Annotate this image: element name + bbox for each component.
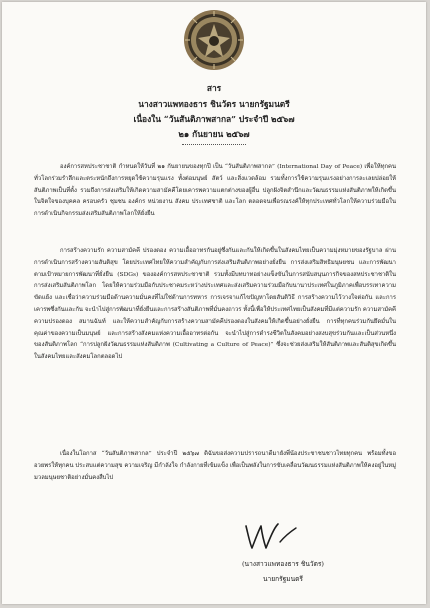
body-paragraph-2: การสร้างความรัก ความสามัคคี ปรองดอง ความเอื้ออาทรกันอยู่ซึ่งกันและกันให้เกิดขึ้นในสังคมไทยเป็นความมุ่งหมายของรัฐบาล ผ่านการดำเนินการสร้างความสันติสุข โดยประเทศไทยให้ความสำคัญกับการส่งเสริมสันติภาพอย่างยั่งยืน การส่งเสริมสิทธิมนุษยชน และการพัฒนาตามเป้าหมายการพัฒนาที่ยั่งยืน (SDGs) ขององค์การสหประชาชาติ รวมทั้งมีบทบาทอย่างแข็งขันในการสนับสนุนภารกิจของสหประชาชาติในการส่งเสริมสันติภาพโลก โดยให้ความร่วมมือกับประชาคมระหว่างประเทศและส่งเสริมความร่วมมือกับนานาประเทศในภูมิภาคเพื่อบรรเทาความขัดแย้ง และเชื่อว่าความร่วมมือด้านความมั่นคงที่ไม่ใช่ด้านการทหาร การเจรจาแก้ไขปัญหาโดยสันติวิธี การสร้างความไว้วางใจต่อกัน และการเคารพซึ่งกันและกัน จะนำไปสู่การพัฒนาที่ยั่งยืนและการสร้างสันติภาพที่มั่นคงถาวร ทั้งนี้เพื่อให้ประเทศไทยเป็นสังคมที่มีแต่ความรัก ความสามัคคี ความปรองดอง สมานฉันท์ และให้ความสำคัญกับการสร้างความสามัคคีปรองดองในสังคมให้เกิดขึ้นอย่างยั่งยืน การที่ทุกคนร่วมกันยึดมั่นในคุณค่าของความเป็นมนุษย์ และการสร้างสังคมแห่งความเอื้ออาทรต่อกัน จะนำไปสู่การดำรงชีวิตในสังคมอย่างสงบสุขร่วมกันและเป็นส่วนหนึ่งของสันติภาพโลก “การปลูกฝังวัฒนธรรมแห่งสันติภาพ (Cultivating a Culture of Peace)” ซึ่งจะช่วยส่งเสริมให้สันติภาพและสันติสุขเกิดขึ้นในสังคมไทยและสังคมโลกตลอดไป [34,248,396,361]
signature-image [240,518,300,552]
body-paragraph-3: เนื่องในโอกาส “วันสันติภาพสากล” ประจำปี ๒๕๖๗ ดิฉันขอส่งความปรารถนาดีมายังพี่น้องประชาชนชาวไทยทุกคน พร้อมทั้งขออวยพรให้ทุกคน ประสบแต่ความสุข ความเจริญ มีกำลังใจ กำลังกายที่เข้มแข็ง เพื่อเป็นพลังในการขับเคลื่อนวัฒนธรรมแห่งสันติภาพให้คงอยู่ในหมู่มวลมนุษยชาติอย่างมั่นคงสืบไป [34,451,397,481]
government-emblem-icon [182,8,246,72]
letter-page [2,2,426,604]
signatory-title: นายกรัฐมนตรี [263,575,303,583]
body-paragraph-1: องค์การสหประชาชาติ กำหนดให้วันที่ ๒๑ กันยายนของทุกปี เป็น “วันสันติภาพสากล” (International Day of Peace) เพื่อให้ทุกคนทั่วโลกร่วมรำลึกและตระหนักถึงการหยุดใช้ความรุนแรง ทั้งต่อมนุษย์ สัตว์ และสิ่งแวดล้อม รวมทั้งการใช้ความรุนแรงอย่างการละเลยปล่อยให้สันติภาพเป็นที่ตั้ง รวมถึงการส่งเสริมให้เกิดความสามัคคีโดยเคารพความแตกต่างของผู้อื่น ปลูกฝังจิตสำนึกและวัฒนธรรมแห่งสันติภาพให้เกิดขึ้นในจิตใจของบุคคล ครอบครัว ชุมชน องค์กร หน่วยงาน สังคม ประเทศชาติ และโลก ตลอดจนเพื่อรณรงค์ให้ทุกประเทศทั่วโลกให้ความร่วมมือในการดำเนินกิจกรรมส่งเสริมสันติภาพโลกให้ยั่งยืน [34,164,396,218]
sender-line: นางสาวแพทองธาร ชินวัตร นายกรัฐมนตรี [138,99,290,109]
occasion-line: เนื่องใน “วันสันติภาพสากล” ประจำปี ๒๕๖๗ [133,114,295,124]
signatory-name: (นางสาวแพทองธาร ชินวัตร) [241,560,324,568]
document-type: สาร [206,83,222,93]
date-line: ๒๑ กันยายน ๒๕๖๗ [178,129,250,139]
separator-dotted [182,144,246,145]
